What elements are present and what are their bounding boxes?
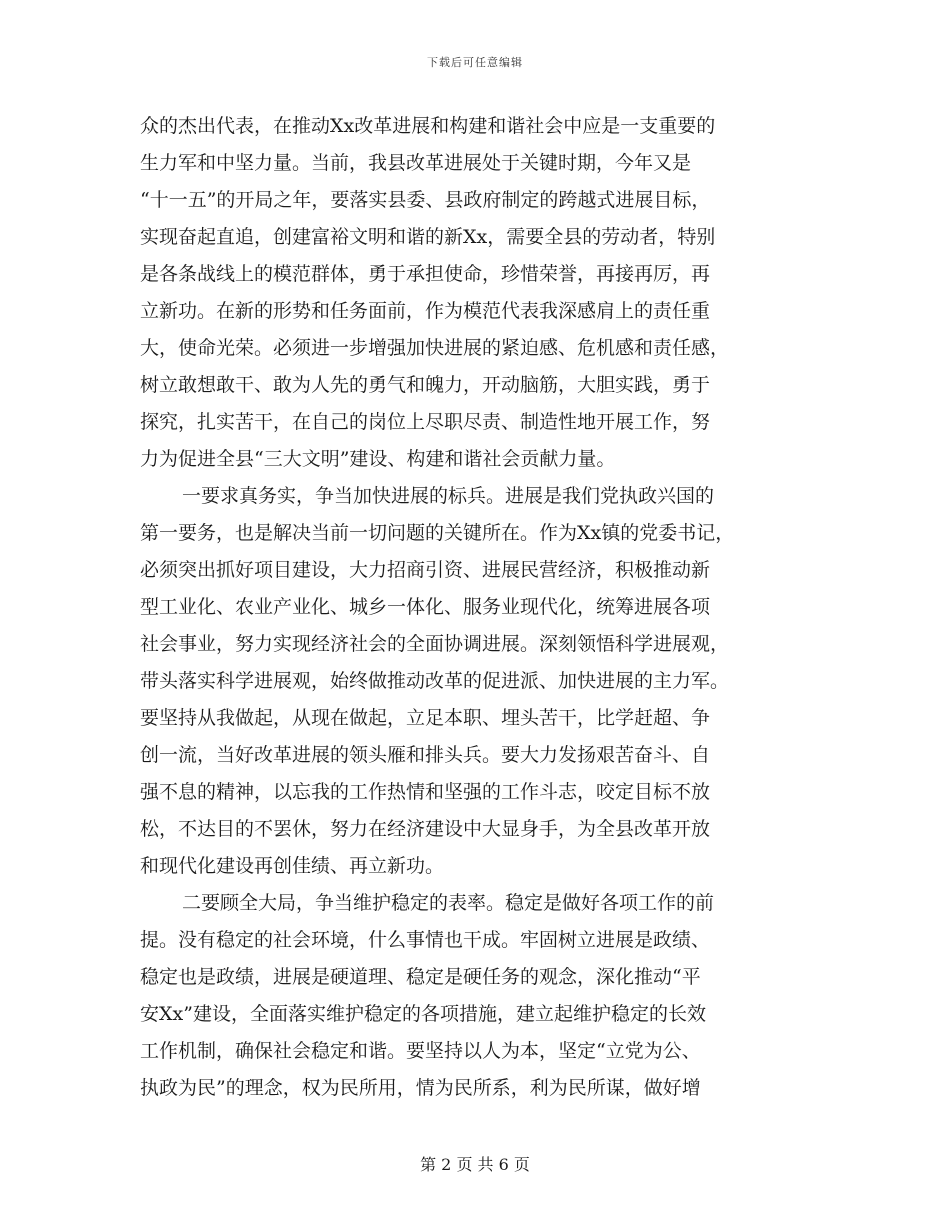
paragraph-start-line: 二要顾全大局，争当维护稳定的表率。稳定是做好各项工作的前 — [182, 892, 715, 914]
page-footer: 第 2 页 共 6 页 — [420, 1155, 530, 1174]
text-line: 型工业化、农业产业化、城乡一体化、服务业现代化，统筹进展各项 — [140, 596, 711, 618]
text-line: “十一五”的开局之年，要落实县委、县政府制定的跨越式进展目标， — [140, 189, 711, 211]
text-line: 创一流，当好改革进展的领头雁和排头兵。要大力发扬艰苦奋斗、自 — [140, 744, 711, 766]
text-line: 和现代化建设再创佳绩、再立新功。 — [140, 855, 445, 877]
text-line: 提。没有稳定的社会环境，什么事情也干成。牢固树立进展是政绩、 — [140, 929, 711, 951]
text-line: 探究，扎实苦干，在自己的岗位上尽职尽责、制造性地开展工作，努 — [140, 411, 711, 433]
text-line: 必须突出抓好项目建设，大力招商引资、进展民营经济，积极推动新 — [140, 559, 711, 581]
text-line: 生力军和中坚力量。当前，我县改革进展处于关键时期，今年又是 — [140, 152, 692, 174]
text-line: 第一要务，也是解决当前一切问题的关键所在。作为Xx镇的党委书记， — [140, 522, 735, 544]
text-line: 安Xx”建设，全面落实维护稳定的各项措施，建立起维护稳定的长效 — [140, 1003, 706, 1025]
text-line: 松，不达目的不罢休，努力在经济建设中大显身手，为全县改革开放 — [140, 818, 711, 840]
text-line: 树立敢想敢干、敢为人先的勇气和魄力，开动脑筋，大胆实践，勇于 — [140, 374, 711, 396]
header-note: 下载后可任意编辑 — [427, 56, 523, 69]
paragraph-start-line: 一要求真务实，争当加快进展的标兵。进展是我们党执政兴国的 — [182, 485, 715, 507]
text-line: 是各条战线上的模范群体，勇于承担使命，珍惜荣誉，再接再厉，再 — [140, 263, 711, 285]
text-line: 力为促进全县“三大文明”建设、构建和谐社会贡献力量。 — [140, 448, 616, 470]
text-line: 强不息的精神，以忘我的工作热情和坚强的工作斗志，咬定目标不放 — [140, 781, 711, 803]
text-line: 社会事业，努力实现经济社会的全面协调进展。深刻领悟科学进展观， — [140, 633, 730, 655]
text-line: 工作机制，确保社会稳定和谐。要坚持以人为本，坚定“立党为公、 — [140, 1040, 701, 1062]
text-line: 实现奋起直追，创建富裕文明和谐的新Xx，需要全县的劳动者，特别 — [140, 226, 716, 248]
text-line: 带头落实科学进展观，始终做推动改革的促进派、加快进展的主力军。 — [140, 670, 730, 692]
text-line: 立新功。在新的形势和任务面前，作为模范代表我深感肩上的责任重 — [140, 300, 711, 322]
text-line: 要坚持从我做起，从现在做起，立足本职、埋头苦干，比学赶超、争 — [140, 707, 711, 729]
text-line: 执政为民”的理念，权为民所用，情为民所系，利为民所谋，做好增 — [140, 1077, 701, 1099]
text-line: 稳定也是政绩，进展是硬道理、稳定是硬任务的观念，深化推动“平 — [140, 966, 701, 988]
text-line: 大，使命光荣。必须进一步增强加快进展的紧迫感、危机感和责任感， — [140, 337, 730, 359]
document-body — [140, 108, 812, 1107]
text-line: 众的杰出代表，在推动Xx改革进展和构建和谐社会中应是一支重要的 — [140, 115, 716, 137]
